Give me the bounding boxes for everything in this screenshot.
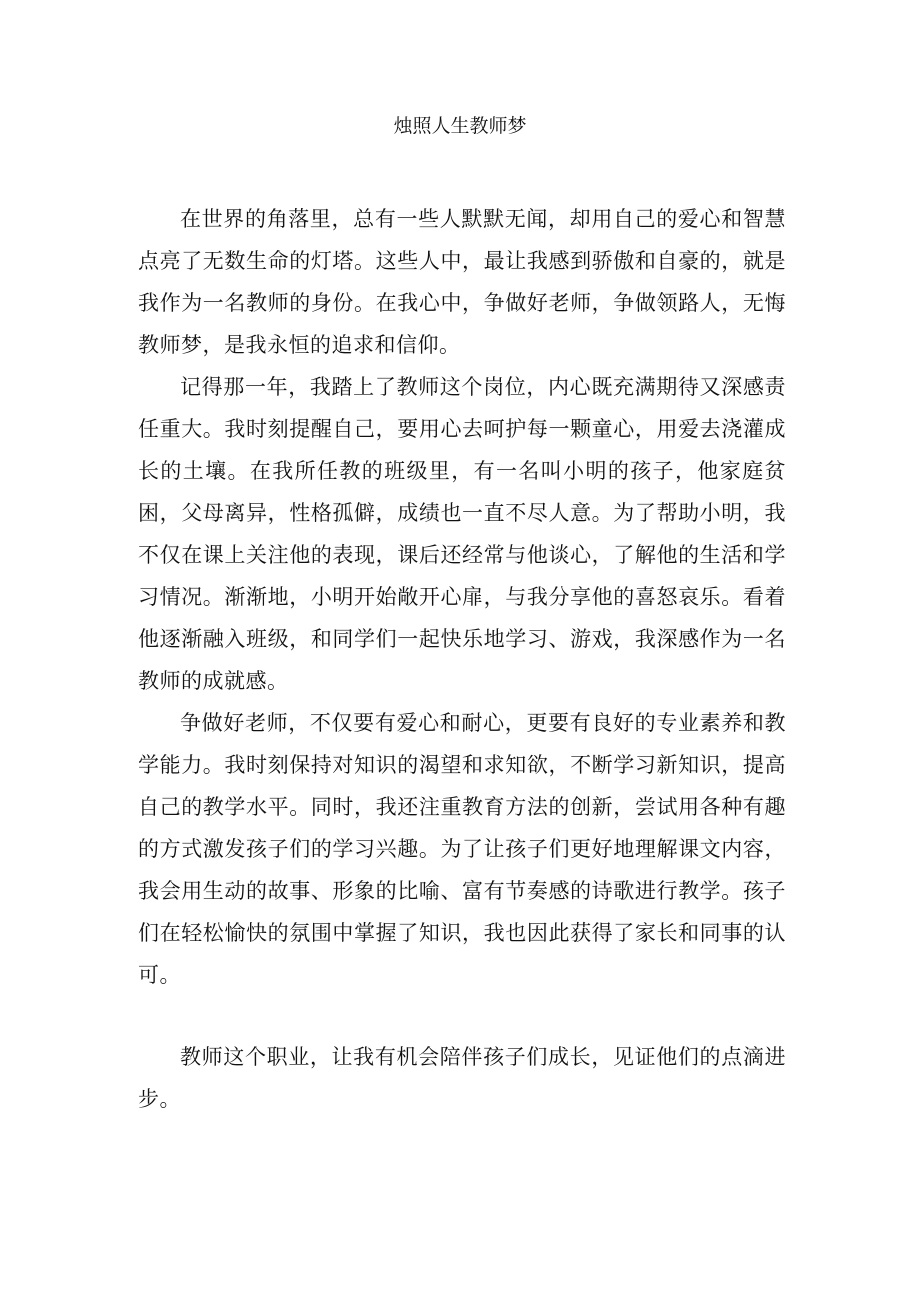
paragraph-2: 记得那一年，我踏上了教师这个岗位，内心既充满期待又深感责任重大。我时刻提醒自己，要用心去呵护每一颗童心，用爱去浇灌成长的土壤。在我所任教的班级里，有一名叫小明的孩子，他家庭贫困，父母离异，性格孤僻，成绩也一直不尽人意。为了帮助小明，我不仅在课上关注他的表现，课后还经常与他谈心，了解他的生活和学习情况。渐渐地，小明开始敞开心扉，与我分享他的喜怒哀乐。看着他逐渐融入班级，和同学们一起快乐地学习、游戏，我深感作为一名教师的成就感。 bbox=[138, 375, 786, 693]
paragraph-4: 教师这个职业，让我有机会陪伴孩子们成长，见证他们的点滴进步。 bbox=[138, 1045, 786, 1111]
paragraph-1: 在世界的角落里，总有一些人默默无闻，却用自己的爱心和智慧点亮了无数生命的灯塔。这些人中，最让我感到骄傲和自豪的，就是我作为一名教师的身份。在我心中，争做好老师，争做领路人，无悔教师梦，是我永恒的追求和信仰。 bbox=[138, 207, 786, 357]
document-title: 烛照人生教师梦 bbox=[393, 115, 527, 137]
paragraph-3: 争做好老师，不仅要有爱心和耐心，更要有良好的专业素养和教学能力。我时刻保持对知识的渴望和求知欲，不断学习新知识，提高自己的教学水平。同时，我还注重教育方法的创新，尝试用各种有趣的方式激发孩子们的学习兴趣。为了让孩子们更好地理解课文内容，我会用生动的故事、形象的比喻、富有节奏感的诗歌进行教学。孩子们在轻松愉快的氛围中掌握了知识，我也因此获得了家长和同事的认可。 bbox=[138, 711, 786, 987]
document-body bbox=[138, 198, 786, 1120]
